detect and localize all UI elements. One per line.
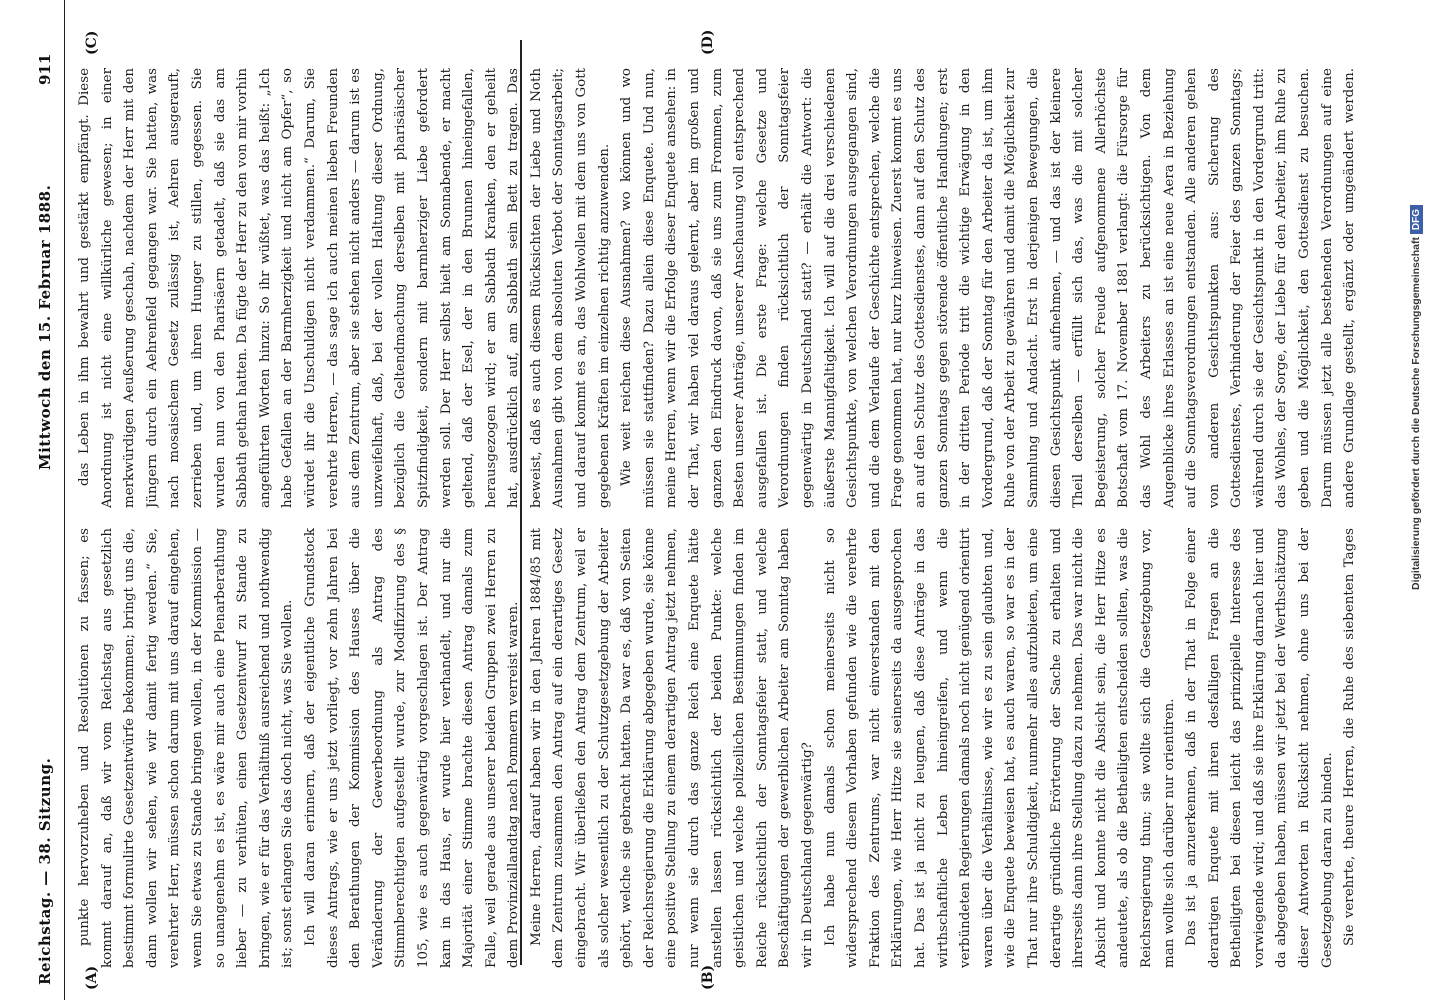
digitization-credit-text: Digitalisierung gefördert durch die Deutsche Forschungsgemeinschaft bbox=[1410, 237, 1422, 590]
paragraph: Wie weit reichen diese Ausnahmen? wo können und wo müssen sie stattfinden? Dazu allein diese Enquete. Und nun, meine Herren, wenn wir die Erfolge dieser Enquete ansehen: in der That, wir haben viel daraus gelernt, aber im großen und ganzen den Eindruck davon, daß sie uns zum Frommen, zum Besten unserer Anträge, unserer Anschauung voll entsprechend ausgefallen ist. Die erste Frage: welche Gesetze und Verordnungen finden rücksichtlich der Sonntagsfeier gegenwärtig in Deutschland statt? — erhält die Antwort: die äußerste Mannigfaltigkeit. Ich will auf die drei verschiedenen Gesichtspunkte, von welchen Verordnungen ausgegangen sind, und die dem Verlaufe der Geschichte entsprechen, welche die Frage genommen hat, nur kurz hinweisen. Zuerst kommt es uns an auf den Schutz des Gottesdienstes, dann auf den Schutz des ganzen Sonntags gegen störende öffentliche Handlungen; erst in der dritten Periode tritt die wichtige Erwägung in den Vordergrund, daß der Sonntag für den Arbeiter da ist, um ihm Ruhe von der Arbeit zu gewähren und damit die Möglichkeit zur Sammlung und Andacht. Erst in derjenigen Bewegungen, die diesen Gesichtspunkt aufnehmen, — und das ist der kleinere Theil derselben — erfüllt sich das, was die mit solcher Begeisterung, solcher Freude aufgenommene Allerhöchste Botschaft vom 17. November 1881 verlangt: die Fürsorge für das Wohl des Arbeiters zu berücksichtigen. Von dem Augenblicke ihres Erlasses an ist eine neue Aera in Beziehung auf die Sonntagsverordnungen entstanden. Alle anderen gehen von anderen Gesichtspunkten aus: Sicherung des Gottesdienstes, Verhinderung der Feier des ganzen Sonntags; während durch sie der Gesichtspunkt in den Vordergrund tritt: das Wohles, der Sorge, der Liebe für den Arbeiter, ihm Ruhe zu geben und die Möglichkeit, den Gottesdienst zu besuchen. Darum müssen jetzt alle bestehenden Verordnungen auf eine andere Grundlage gestellt, ergänzt oder umgeändert werden. bbox=[619, 68, 1358, 508]
margin-letter-b: (B) bbox=[700, 964, 716, 990]
margin-letter-d: (D) bbox=[700, 29, 716, 55]
text-column-right bbox=[74, 68, 1364, 508]
paragraph: Sie verehrte, theure Herren, die Ruhe des siebenten Tages bbox=[1342, 528, 1358, 946]
paragraph: das Leben in ihm bewahrt und gestärkt empfängt. Diese Anordnung ist nicht eine willkürliche gewesen; in einer merkwürdigen Aeußerung geschah, nachdem der Herr mit den Jüngern durch ein Aehrenfeld gegangen war. Sie hatten, was nach mosaischem Gesetz zulässig ist, Aehren ausgerauft, zerrieben und, um ihren Hunger zu stillen, gegessen. Sie wurden nun von den Pharisäern getadelt, daß sie das am Sabbath gethan hatten. Da fügte der Herr zu den von mir vorhin angeführten Worten hinzu: So ihr wüßtet, was das heißt: „Ich habe Gefallen an der Barmherzigkeit und nicht am Opfer“, so würdet ihr die Unschuldigen nicht verdammen.“ Darum, Sie verehrte Herren, — das sage ich auch meinen lieben Freunden aus dem Zentrum, aber sie stehen nicht anders — darum ist es unzweifelhaft, daß, bei der vollen Haltung dieser Ordnung, bezüglich die Geltendmachung derselben mit pharisäischer Spitzfindigkeit, sondern mit barmherziger Liebe gefordert werden soll. Der Herr selbst hielt am Sonnabende, er macht geltend, daß der Esel, der in den Brunnen hineingefallen, herausgezogen wird; er am Sabbath Kranken, den er geheilt hat, ausdrücklich auf, am Sabbath sein Bett zu tragen. Das beweist, daß es auch diesem Rücksichten der Liebe und Noth Ausnahmen gibt von dem absoluten Verbot der Sonntagsarbeit; und darauf kommt es an, das Wohlwollen mit dem uns von Gott gegebenen Kräften im einzelnen richtig anzuwenden. bbox=[77, 68, 612, 508]
paragraph: Das ist ja anzuerkennen, daß in der That in Folge einer derartigen Enquete mit ihren desfalligen Fragen an die Betheiligten bei diesen leicht das prinzipielle Interesse des vorwiegende wird; und daß sie ihre Erklärung darnach hier und da abgegeben haben, müssen wir jetzt bei der Werthschätzung dieser Antworten in Rücksicht nehmen, ohne uns bei der Gesetzgebung daran zu binden. bbox=[1184, 528, 1335, 968]
paragraph: punkte hervorzuheben und Resolutionen zu fassen; es kommt darauf an, daß wir vom Reichstag aus gesetzlich bestimmt formulirte Gesetzentwürfe bekommen; bringt uns die, dann wollen wir sehen, wie wir damit fertig werden.“ Sie, verehrter Herr, müssen schon darum mit uns darauf eingehen, wenn Sie etwas zu Stande bringen wollen, in der Kommission — so unangenehm es ist, es wäre mir auch eine Plenarberathung lieber — zu verhüten, einen Gesetzentwurf zu Stande zu bringen, wie er für das Verhältniß ausreichend und nothwendig ist; sonst erlangen Sie das doch nicht, was Sie wollen. bbox=[77, 528, 296, 968]
margin-letter-c: (C) bbox=[84, 30, 100, 55]
page-number: 911 bbox=[36, 53, 54, 85]
paragraph: Ich habe nun damals schon meinerseits nicht so widersprechend diesem Vorhaben gefunden wie die verehrte Fraktion des Zentrums, war nicht einverstanden mit den Erklärungen, wie Herr Hitze sie seinerseits da ausgesprochen hat. Das ist ja nicht zu leugnen, daß diese Anträge in das wirthschaftliche Leben hineingreifen, und wenn die verbündeten Regierungen damals noch nicht genügend orientirt waren über die Verhältnisse, wie wir es zu sein glaubten und, wie die Enquete beweisen hat, es auch waren, so war es in der That nur ihre Schuldigkeit, nunmehr alles aufzubieten, um eine derartige gründliche Erörterung der Sache zu erhalten und ihrerseits dann ihre Stellung dazu zu nehmen. Das war nicht die Absicht und konnte nicht die Absicht sein, die Herr Hitze es andeutete, als ob die Betheiligten entscheiden sollten, was die Reichsregierung thun; sie wollte sich die Gesetzgebung vor, man wollte sich darüber nur orientiren. bbox=[822, 528, 1177, 968]
header-rule bbox=[64, 0, 65, 1000]
paragraph: Ich will daran erinnern, daß der eigentliche Grundstock dieses Antrags, wie er uns jetzt vorliegt, vor zehn Jahren bei den Berathungen der Kommission des Hauses über die Veränderung der Gewerbeordnung als Antrag des Stimmberechtigten aufgestellt wurde, zur Modifizirung des § 105, wie es auch gegenwärtig vorgeschlagen ist. Der Antrag kam in das Haus, er wurde hier verhandelt, und nur die Majorität einer Stimme brachte diesen Antrag damals zum Falle, weil gerade aus unserer beiden Gruppen zwei Herren zu dem Provinziallandtag nach Pommern verreist waren. bbox=[302, 528, 522, 968]
digitization-credit bbox=[1410, 205, 1422, 590]
running-head-right: Mittwoch den 15. Februar 1888. bbox=[36, 184, 54, 470]
running-head-left: Reichstag. — 38. Sitzung. bbox=[36, 757, 54, 985]
text-column-left bbox=[74, 528, 1364, 968]
margin-letter-a: (A) bbox=[84, 965, 100, 990]
dfg-logo: DFG bbox=[1410, 205, 1423, 234]
paragraph: Meine Herren, darauf haben wir in den Jahren 1884/85 mit dem Zentrum zusammen den Antrag auf ein derartiges Gesetz eingebracht. Wir überließen den Antrag dem Zentrum, weil er als solcher wesentlich zu der Schutzgesetzgebung der Arbeiter gehört, welche sie gebracht hatten. Da war es, daß von Seiten der Reichsregierung die Erklärung abgegeben wurde, sie könne eine positive Stellung zu einem derartigen Antrag jetzt nehmen, nur wenn sie durch das ganze Reich eine Enquete hätte anstellen lassen rücksichtlich der beiden Punkte: welche geistlichen und welche polizeilichen Bestimmungen finden im Reiche rücksichtlich der Sonntagsfeier statt, und welche Beschäftigungen der gewerblichen Arbeiter am Sonntag haben wir in Deutschland gegenwärtig? bbox=[528, 528, 815, 968]
